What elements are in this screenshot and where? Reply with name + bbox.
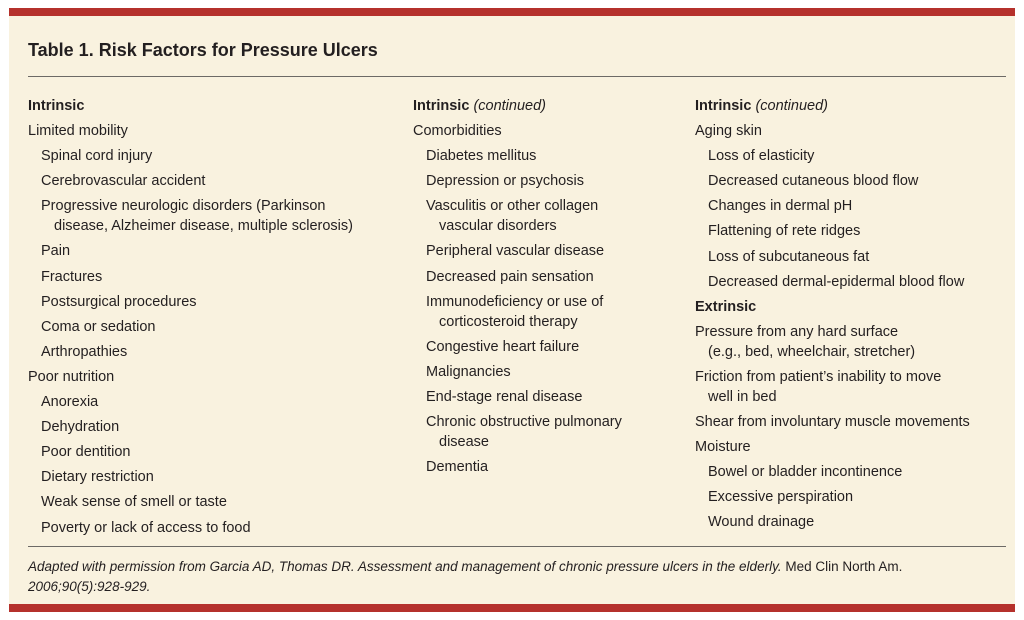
list-item: [28, 392, 398, 412]
list-item-line: Malignancies: [426, 363, 511, 380]
column-heading: [28, 96, 398, 116]
list-item: [695, 196, 1015, 216]
list-item-line: Spinal cord injury: [41, 148, 153, 165]
list-item-line: End-stage renal disease: [426, 388, 583, 405]
list-item: [413, 387, 673, 407]
list-item-line: Weak sense of smell or taste: [41, 494, 227, 511]
column-heading-label: Intrinsic: [413, 98, 470, 114]
list-item-line: Decreased dermal-epidermal blood flow: [708, 273, 965, 290]
list-item: [28, 196, 398, 236]
list-item: [413, 267, 673, 287]
list-item: [695, 487, 1015, 507]
list-item: [28, 317, 398, 337]
list-item: [28, 442, 398, 462]
footnote-journal: Med Clin North Am.: [785, 559, 903, 574]
list-item-line: Poor dentition: [41, 444, 131, 461]
list-item-line: Excessive perspiration: [708, 489, 854, 506]
column-3: [695, 96, 1015, 538]
list-item-line: Friction from patient’s inability to move: [695, 368, 942, 385]
list-item-line: disease, Alzheimer disease, multiple sclerosis): [54, 218, 353, 235]
list-item: [695, 121, 1015, 141]
list-item: [28, 121, 398, 141]
list-item: [413, 146, 673, 166]
table-panel: [9, 8, 1015, 612]
list-item-line: Poverty or lack of access to food: [41, 519, 251, 536]
list-item-line: Comorbidities: [413, 123, 502, 140]
list-item-line: Decreased pain sensation: [426, 268, 594, 285]
table-title: Table 1. Risk Factors for Pressure Ulcers: [28, 40, 378, 60]
list-item: [28, 342, 398, 362]
list-item-line: Loss of subcutaneous fat: [708, 248, 870, 265]
list-item-line: Shear from involuntary muscle movements: [695, 414, 970, 431]
list-item-line: (e.g., bed, wheelchair, stretcher): [708, 343, 916, 360]
list-item: [413, 241, 673, 261]
list-item: [695, 146, 1015, 166]
list-item: [413, 292, 673, 332]
list-item-line: vascular disorders: [439, 218, 557, 235]
column-2: [413, 96, 673, 482]
list-item-line: Moisture: [695, 439, 751, 456]
list-item-line: Peripheral vascular disease: [426, 243, 605, 260]
list-item: [28, 292, 398, 312]
list-item-line: well in bed: [708, 388, 777, 405]
list-item-line: Vasculitis or other collagen: [426, 198, 599, 215]
footnote-text: Adapted with permission from Garcia AD, Thomas DR. Assessment and management of chronic pressure ulcers in the elderly.: [28, 559, 782, 574]
list-item-line: Fractures: [41, 268, 103, 285]
list-item: [28, 241, 398, 261]
list-item: [413, 362, 673, 382]
footnote: [28, 557, 1008, 597]
list-item: [695, 462, 1015, 482]
list-item-line: Diabetes mellitus: [426, 148, 537, 165]
list-item-line: Pressure from any hard surface: [695, 323, 899, 340]
list-item-line: Flattening of rete ridges: [708, 223, 861, 240]
list-item: [28, 467, 398, 487]
list-item: [413, 412, 673, 452]
list-item: [695, 437, 1015, 457]
list-item-line: Immunodeficiency or use of: [426, 293, 604, 310]
list-item-line: Loss of elasticity: [708, 148, 815, 165]
list-item: [695, 512, 1015, 532]
list-item-line: Depression or psychosis: [426, 173, 584, 190]
list-item: [695, 412, 1015, 432]
list-item-line: Pain: [41, 243, 71, 260]
list-item-line: Poor nutrition: [28, 368, 115, 385]
list-item: [28, 367, 398, 387]
list-item-line: Dehydration: [41, 419, 120, 436]
list-item-line: Progressive neurologic disorders (Parkinson: [41, 198, 326, 215]
column-heading: [413, 96, 673, 116]
list-item: [28, 417, 398, 437]
list-item: [413, 337, 673, 357]
column-1: [28, 96, 398, 543]
list-item-line: Wound drainage: [708, 514, 815, 531]
list-item-line: Anorexia: [41, 394, 99, 411]
list-item: [695, 367, 1015, 407]
list-item-line: Cerebrovascular accident: [41, 173, 206, 190]
list-item: [28, 518, 398, 538]
list-item: [28, 146, 398, 166]
list-item: [695, 171, 1015, 191]
title-divider: [28, 76, 1006, 77]
column-heading-label: Intrinsic: [695, 98, 752, 114]
column-heading: [695, 96, 1015, 116]
list-item-line: Postsurgical procedures: [41, 293, 197, 310]
list-item-line: Decreased cutaneous blood flow: [708, 173, 919, 190]
list-item: [413, 457, 673, 477]
list-item: [695, 322, 1015, 362]
list-item-line: Dementia: [426, 459, 489, 476]
list-item-line: Limited mobility: [28, 123, 128, 140]
column-heading-suffix: (continued): [473, 98, 546, 114]
list-item: [413, 121, 673, 141]
list-item-line: Arthropathies: [41, 343, 128, 360]
list-item-line: Congestive heart failure: [426, 338, 580, 355]
list-item-line: Changes in dermal pH: [708, 198, 853, 215]
list-item-line: disease: [439, 434, 489, 451]
list-item: [413, 196, 673, 236]
section-heading: [695, 297, 1015, 317]
list-item: [695, 221, 1015, 241]
column-heading-suffix: (continued): [755, 98, 828, 114]
list-item: [28, 171, 398, 191]
list-item-line: Chronic obstructive pulmonary: [426, 414, 622, 431]
list-item-line: corticosteroid therapy: [439, 313, 578, 330]
list-item-line: Aging skin: [695, 123, 762, 140]
list-item: [695, 247, 1015, 267]
list-item-line: Coma or sedation: [41, 318, 156, 335]
list-item-line: Extrinsic: [695, 298, 757, 315]
column-heading-label: Intrinsic: [28, 98, 85, 114]
footnote-citation: 2006;90(5):928-929.: [28, 579, 151, 594]
list-item-line: Dietary restriction: [41, 469, 154, 486]
list-item-line: Bowel or bladder incontinence: [708, 464, 903, 481]
list-item: [413, 171, 673, 191]
list-item: [695, 272, 1015, 292]
list-item: [28, 492, 398, 512]
footnote-divider: [28, 546, 1006, 547]
list-item: [28, 267, 398, 287]
